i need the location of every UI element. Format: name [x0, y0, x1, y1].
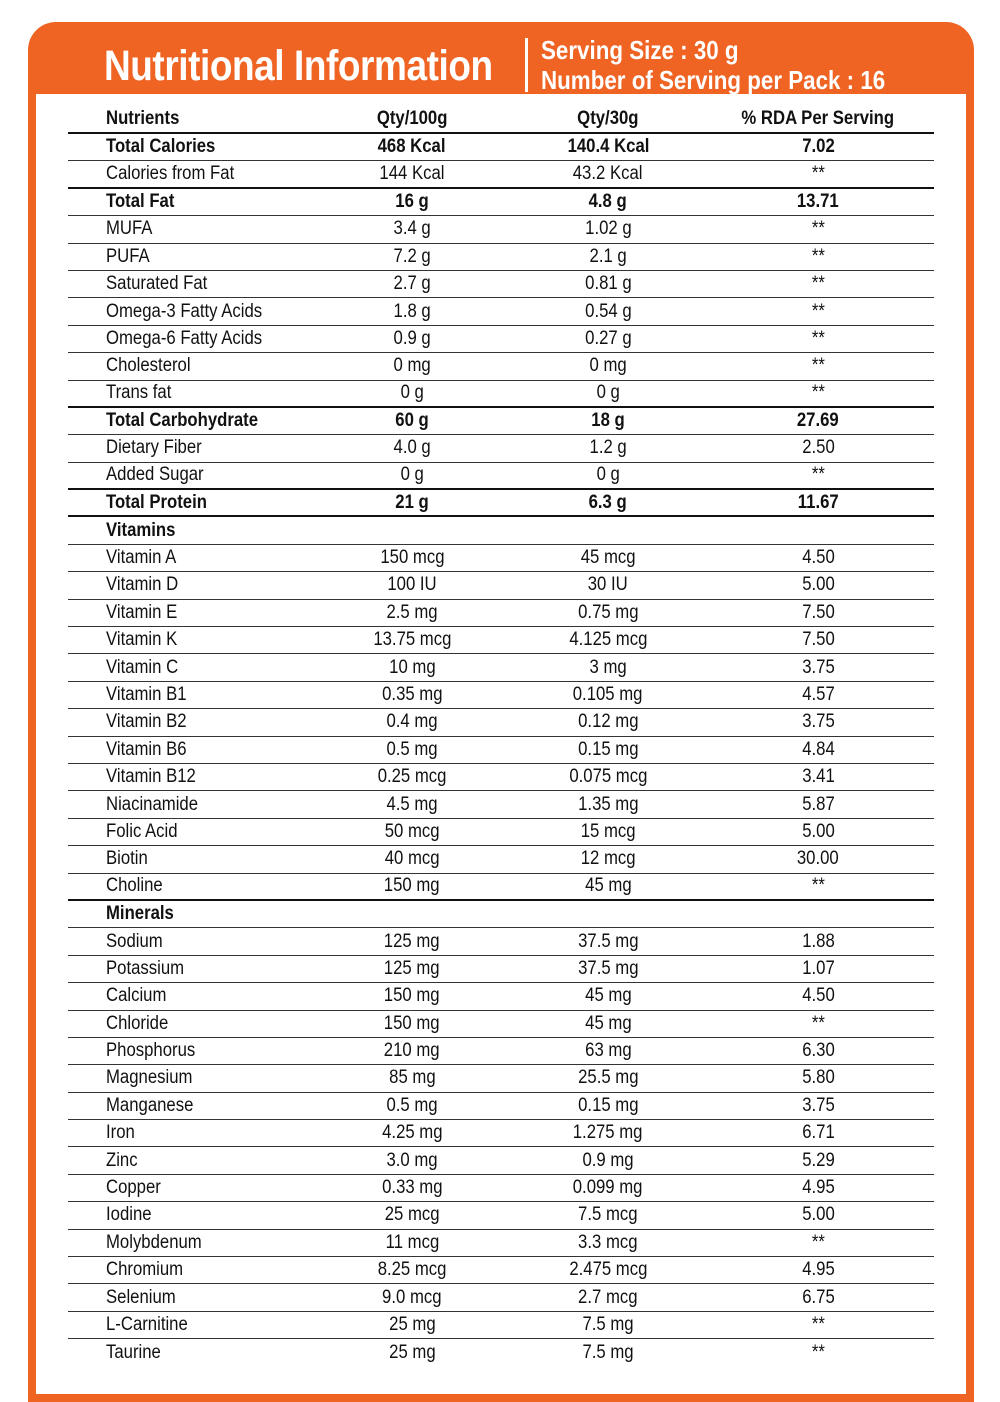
qty-per-100g: 50 mcg [384, 820, 440, 842]
rda-per-serving: 5.00 [801, 1204, 835, 1226]
table-row [68, 846, 934, 873]
qty-per-100g: 13.75 mcg [372, 629, 452, 651]
qty-per-30g: 0.75 mg [577, 601, 639, 623]
rda-per-serving: ** [811, 1313, 825, 1335]
nutrient-name: Calories from Fat [106, 163, 235, 185]
rda-per-serving [718, 901, 918, 927]
qty-per-100g: 85 mg [388, 1067, 436, 1089]
qty-per-30g: 7.5 mcg [578, 1204, 638, 1226]
qty-per-100g [298, 517, 526, 543]
nutrient-name: Zinc [106, 1149, 138, 1171]
qty-per-30g: 0.15 mg [577, 738, 639, 760]
qty-per-30g: 0.12 mg [577, 711, 639, 733]
qty-per-100g: 25 mg [388, 1313, 436, 1335]
rda-per-serving: 6.71 [801, 1122, 835, 1144]
nutrient-name: Omega-3 Fatty Acids [106, 300, 263, 322]
nutrient-name: Vitamin B1 [106, 684, 187, 705]
qty-per-30g: 0 g [596, 464, 620, 486]
section-heading-row [68, 901, 934, 928]
rda-per-serving: 7.50 [801, 629, 835, 651]
table-row [68, 189, 934, 216]
nutrient-name: Potassium [106, 957, 185, 979]
nutrient-name: Manganese [106, 1094, 194, 1116]
table-row [68, 244, 934, 271]
qty-per-100g: 0.9 g [393, 327, 431, 349]
table-row [68, 216, 934, 243]
nutrient-name: Phosphorus [106, 1040, 196, 1062]
rda-per-serving: ** [811, 218, 825, 240]
qty-per-100g: 0.5 mg [386, 738, 438, 760]
qty-per-30g: 0.075 mcg [568, 766, 648, 788]
rda-per-serving: 5.29 [801, 1149, 835, 1171]
rda-per-serving: 1.88 [801, 930, 835, 952]
qty-per-30g: 45 mg [584, 1012, 632, 1034]
rda-per-serving [718, 517, 918, 543]
table-row [68, 1065, 934, 1092]
rda-per-serving: 7.50 [801, 601, 835, 623]
table-row [68, 819, 934, 846]
table-row [68, 463, 934, 490]
table-row [68, 1175, 934, 1202]
rda-per-serving: 4.50 [801, 547, 835, 569]
page-title: Nutritional Information [104, 42, 493, 90]
rda-per-serving: 5.80 [801, 1067, 835, 1089]
nutrient-name: Minerals [106, 903, 174, 925]
section-heading-row [68, 517, 934, 544]
qty-per-30g: 43.2 Kcal [573, 163, 643, 185]
qty-per-100g: 144 Kcal [379, 163, 445, 185]
qty-per-100g: 0.33 mg [381, 1177, 443, 1199]
serving-info [541, 35, 885, 95]
rda-per-serving: ** [811, 327, 825, 349]
rda-per-serving: ** [811, 1341, 825, 1363]
table-row [68, 1093, 934, 1120]
qty-per-30g: 140.4 Kcal [567, 136, 649, 158]
serving-size: Serving Size : 30 g [541, 35, 739, 65]
nutrient-name: Vitamin E [106, 601, 178, 623]
qty-per-30g: 63 mg [584, 1040, 632, 1062]
qty-per-100g: 8.25 mcg [377, 1259, 447, 1281]
rda-per-serving: 2.50 [801, 437, 835, 459]
qty-per-30g: 2.1 g [589, 245, 627, 267]
nutrient-name: Vitamin B12 [106, 766, 196, 788]
nutrient-name: Total Carbohydrate [106, 410, 259, 432]
rda-per-serving: ** [811, 300, 825, 322]
nutrient-name: Iodine [106, 1204, 152, 1226]
nutrient-name: Calcium [106, 985, 167, 1007]
nutrient-name: Selenium [106, 1286, 176, 1308]
qty-per-30g: 4.8 g [588, 190, 628, 212]
nutrient-name: Vitamin B2 [106, 711, 187, 733]
nutrient-name: Dietary Fiber [106, 437, 202, 459]
table-row [68, 353, 934, 380]
qty-per-100g: 210 mg [384, 1040, 440, 1062]
qty-per-30g: 0.54 g [584, 300, 632, 322]
rda-per-serving: ** [811, 1012, 825, 1034]
qty-per-100g: 0 mg [393, 355, 431, 377]
qty-per-30g: 45 mg [584, 985, 632, 1007]
rda-per-serving: ** [811, 464, 825, 486]
qty-per-30g: 1.275 mg [573, 1122, 643, 1144]
qty-per-100g: 0 g [400, 382, 424, 404]
table-row [68, 545, 934, 572]
qty-per-100g: 2.5 mg [386, 601, 438, 623]
nutrient-name: Added Sugar [106, 464, 204, 486]
rda-per-serving: ** [811, 355, 825, 377]
qty-per-30g: 7.5 mg [582, 1341, 634, 1363]
rda-per-serving: 11.67 [797, 491, 839, 513]
qty-per-30g: 1.02 g [584, 218, 632, 240]
table-row [68, 1038, 934, 1065]
nutrient-name: Biotin [106, 848, 148, 870]
nutrient-name: PUFA [106, 245, 150, 267]
qty-per-100g: 11 mcg [385, 1231, 439, 1253]
nutrient-name: Niacinamide [106, 793, 199, 815]
qty-per-100g: 150 mcg [379, 547, 445, 569]
nutrient-name: Omega-6 Fatty Acids [106, 327, 263, 349]
qty-per-100g: 3.0 mg [386, 1149, 438, 1171]
table-row [68, 1312, 934, 1339]
qty-per-30g: 45 mcg [580, 547, 636, 569]
nutrition-table [68, 106, 934, 1367]
column-header-qty-100g: Qty/100g [376, 108, 448, 129]
qty-per-30g: 15 mcg [580, 820, 636, 842]
nutrient-name: Taurine [106, 1341, 161, 1363]
qty-per-100g: 0 g [400, 464, 424, 486]
table-row [68, 1257, 934, 1284]
table-row [68, 381, 934, 408]
nutrient-name: Sodium [106, 930, 163, 952]
qty-per-100g: 25 mcg [384, 1204, 440, 1226]
qty-per-100g: 2.7 g [393, 273, 431, 295]
qty-per-100g: 0.4 mg [386, 711, 438, 733]
servings-per-pack: Number of Serving per Pack : 16 [541, 65, 886, 95]
nutrient-name: Vitamins [106, 519, 176, 541]
qty-per-100g: 60 g [395, 410, 429, 432]
table-row [68, 928, 934, 955]
qty-per-30g: 25.5 mg [577, 1067, 639, 1089]
qty-per-100g: 4.5 mg [386, 793, 438, 815]
table-row [68, 271, 934, 298]
nutrient-name: Molybdenum [106, 1231, 202, 1253]
rda-per-serving: 1.07 [801, 957, 835, 979]
qty-per-30g: 7.5 mg [582, 1313, 634, 1335]
qty-per-100g: 7.2 g [393, 245, 431, 267]
qty-per-30g: 1.2 g [589, 437, 627, 459]
qty-per-100g: 0.35 mg [381, 684, 443, 705]
qty-per-100g: 21 g [395, 491, 429, 513]
qty-per-30g: 37.5 mg [577, 930, 639, 952]
qty-per-100g: 468 Kcal [378, 136, 446, 158]
column-header-nutrients: Nutrients [106, 108, 180, 129]
nutrient-name: Cholesterol [106, 355, 191, 377]
nutrient-name: Copper [106, 1177, 161, 1199]
table-row [68, 737, 934, 764]
qty-per-30g: 3 mg [589, 656, 627, 678]
qty-per-100g: 0.5 mg [386, 1094, 438, 1116]
qty-per-100g: 1.8 g [393, 300, 431, 322]
qty-per-30g: 1.35 mg [577, 793, 639, 815]
qty-per-30g: 0.81 g [584, 273, 632, 295]
rda-per-serving: 7.02 [801, 136, 835, 158]
qty-per-100g: 125 mg [384, 930, 440, 952]
table-row [68, 791, 934, 818]
nutrient-name: Chloride [106, 1012, 169, 1034]
table-row [68, 874, 934, 901]
rda-per-serving: 4.95 [801, 1177, 835, 1199]
table-row [68, 956, 934, 983]
column-header-qty-30g: Qty/30g [577, 108, 639, 129]
nutrient-name: Total Calories [106, 136, 216, 158]
qty-per-100g: 25 mg [388, 1341, 436, 1363]
table-row [68, 1339, 934, 1366]
qty-per-30g: 0.27 g [584, 327, 632, 349]
rda-per-serving: 6.75 [801, 1286, 835, 1308]
nutrient-name: L-Carnitine [106, 1313, 188, 1335]
rda-per-serving: 5.87 [801, 793, 835, 815]
rda-per-serving: 13.71 [797, 190, 839, 212]
nutrient-name: Iron [106, 1122, 135, 1144]
rda-per-serving: 5.00 [801, 820, 835, 842]
qty-per-30g: 18 g [591, 410, 625, 432]
qty-per-30g: 0.15 mg [577, 1094, 639, 1116]
table-row [68, 1284, 934, 1311]
qty-per-30g [498, 901, 718, 927]
table-row [68, 600, 934, 627]
table-row [68, 161, 934, 188]
table-row [68, 1120, 934, 1147]
column-header-rda: % RDA Per Serving [741, 108, 895, 129]
rda-per-serving: 3.75 [801, 656, 835, 678]
table-row [68, 1147, 934, 1174]
qty-per-30g: 12 mcg [580, 848, 636, 870]
qty-per-30g: 45 mg [584, 875, 632, 897]
qty-per-100g: 125 mg [384, 957, 440, 979]
qty-per-100g: 150 mg [384, 985, 440, 1007]
qty-per-30g: 37.5 mg [577, 957, 639, 979]
qty-per-30g: 0.099 mg [573, 1177, 643, 1199]
qty-per-100g: 0.25 mcg [377, 766, 447, 788]
rda-per-serving: 3.75 [801, 1094, 835, 1116]
rda-per-serving: 27.69 [797, 410, 839, 432]
rda-per-serving: ** [811, 245, 825, 267]
qty-per-30g: 0 mg [589, 355, 627, 377]
rda-per-serving: 30.00 [797, 848, 839, 870]
nutrient-name: Trans fat [106, 382, 172, 404]
qty-per-100g [298, 901, 526, 927]
qty-per-100g: 40 mcg [384, 848, 440, 870]
rda-per-serving: ** [811, 382, 825, 404]
nutrient-name: Saturated Fat [106, 273, 208, 295]
qty-per-30g: 3.3 mcg [578, 1231, 638, 1253]
qty-per-100g: 16 g [395, 190, 429, 212]
table-row [68, 627, 934, 654]
rda-per-serving: 4.50 [801, 985, 835, 1007]
qty-per-100g: 4.25 mg [381, 1122, 443, 1144]
table-row [68, 326, 934, 353]
table-row [68, 983, 934, 1010]
qty-per-30g: 4.125 mcg [568, 629, 648, 651]
nutrient-name: Folic Acid [106, 820, 178, 842]
table-row [68, 435, 934, 462]
table-header [68, 106, 934, 134]
rda-per-serving: 4.57 [801, 684, 835, 705]
qty-per-30g: 2.475 mcg [568, 1259, 648, 1281]
qty-per-30g: 30 IU [588, 574, 628, 596]
table-row [68, 490, 934, 517]
table-row [68, 682, 934, 709]
table-row [68, 1202, 934, 1229]
qty-per-100g: 100 IU [387, 574, 437, 596]
table-row [68, 709, 934, 736]
nutrient-name: Vitamin B6 [106, 738, 187, 760]
nutrient-name: Vitamin D [106, 574, 179, 596]
rda-per-serving: 5.00 [801, 574, 835, 596]
header-divider [525, 38, 528, 92]
qty-per-30g: 0.105 mg [573, 684, 643, 705]
qty-per-30g [498, 517, 718, 543]
table-row [68, 764, 934, 791]
nutrient-name: Vitamin K [106, 629, 178, 651]
rda-per-serving: 6.30 [801, 1040, 835, 1062]
table-row [68, 134, 934, 161]
qty-per-30g: 6.3 g [588, 491, 628, 513]
rda-per-serving: ** [811, 273, 825, 295]
qty-per-30g: 0.9 mg [582, 1149, 634, 1171]
qty-per-30g: 2.7 mcg [578, 1286, 638, 1308]
rda-per-serving: 4.95 [801, 1259, 835, 1281]
table-row [68, 572, 934, 599]
nutrient-name: Total Fat [106, 190, 175, 212]
table-row [68, 654, 934, 681]
table-row [68, 1011, 934, 1038]
table-row [68, 1230, 934, 1257]
qty-per-100g: 10 mg [388, 656, 436, 678]
rda-per-serving: 4.84 [801, 738, 835, 760]
table-row [68, 408, 934, 435]
qty-per-100g: 3.4 g [393, 218, 431, 240]
nutrient-name: Vitamin C [106, 656, 179, 678]
rda-per-serving: ** [811, 1231, 825, 1253]
qty-per-30g: 0 g [596, 382, 620, 404]
qty-per-100g: 150 mg [384, 1012, 440, 1034]
nutrient-name: Choline [106, 875, 163, 897]
qty-per-100g: 150 mg [384, 875, 440, 897]
rda-per-serving: 3.41 [801, 766, 835, 788]
rda-per-serving: 3.75 [801, 711, 835, 733]
nutrient-name: Vitamin A [106, 547, 177, 569]
nutrient-name: Chromium [106, 1259, 184, 1281]
qty-per-100g: 4.0 g [393, 437, 431, 459]
nutrient-name: MUFA [106, 218, 153, 240]
rda-per-serving: ** [811, 163, 825, 185]
nutrient-name: Total Protein [106, 491, 207, 513]
qty-per-100g: 9.0 mcg [382, 1286, 442, 1308]
rda-per-serving: ** [811, 875, 825, 897]
nutrient-name: Magnesium [106, 1067, 193, 1089]
table-row [68, 298, 934, 325]
